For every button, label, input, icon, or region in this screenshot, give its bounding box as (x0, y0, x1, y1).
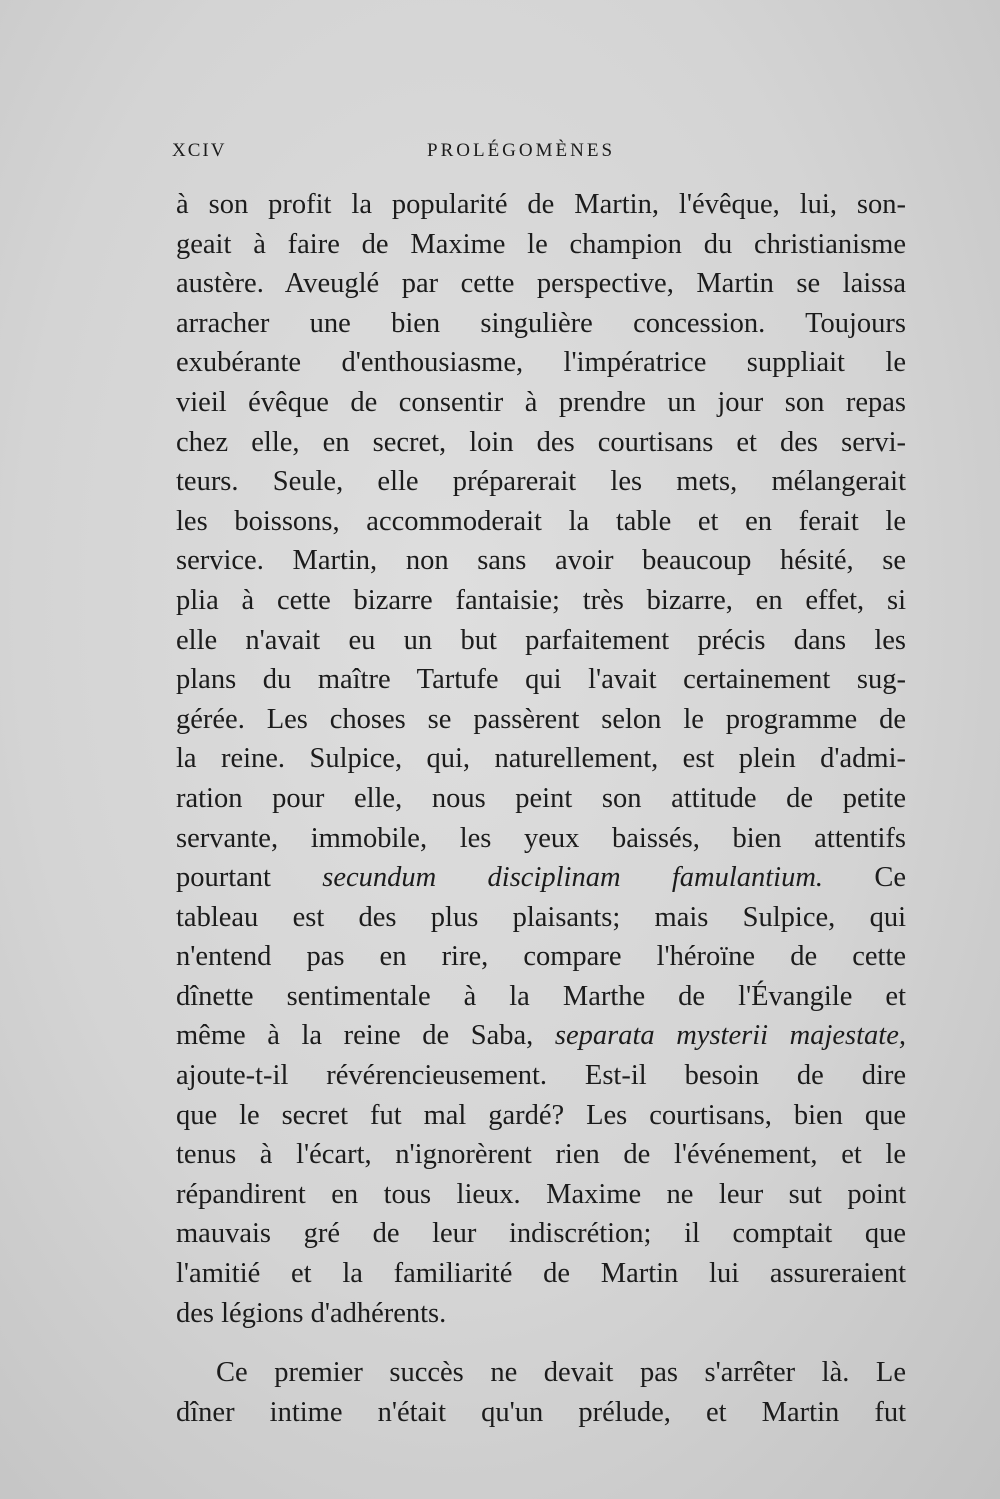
text-line: des légions d'adhérents. (176, 1297, 447, 1329)
text-fragment: Ce (874, 862, 907, 894)
text-line: à son profit la popularité de Martin, l'évêque, lui, son- (176, 189, 906, 220)
text-line: servante, immobile, les yeux baissés, bien attentifs (176, 822, 906, 854)
text-line: gérée. Les choses se passèrent selon le programme de (176, 703, 906, 735)
paragraph-gap (176, 1333, 906, 1353)
text-line-with-latin (176, 858, 906, 898)
text-line: tenus à l'écart, n'ignorèrent rien de l'événement, et le (176, 1139, 906, 1171)
text-line: vieil évêque de consentir à prendre un jour son repas (176, 386, 906, 418)
text-line: service. Martin, non sans avoir beaucoup hésité, se (176, 545, 906, 577)
text-line: geait à faire de Maxime le champion du christianisme (176, 228, 906, 260)
running-head (172, 140, 912, 170)
text-line: teurs. Seule, elle préparerait les mets, mélangerait (176, 466, 906, 498)
text-line: mauvais gré de leur indiscrétion; il comptait que (176, 1218, 906, 1250)
text-line: que le secret fut mal gardé? Les courtisans, bien que (176, 1099, 906, 1131)
text-line: n'entend pas en rire, compare l'héroïne de cette (176, 941, 906, 973)
running-title: PROLÉGOMÈNES (427, 140, 616, 161)
text-fragment: même à la reine de Saba, (176, 1020, 534, 1052)
text-line: dîner intime n'était qu'un prélude, et Martin fut (176, 1396, 906, 1428)
text-line: Ce premier succès ne devait pas s'arrêter là. Le (216, 1357, 906, 1389)
text-line: ration pour elle, nous peint son attitude de petite (176, 782, 906, 814)
text-line: elle n'avait eu un but parfaitement précis dans les (176, 624, 906, 656)
text-line-with-latin (176, 1016, 906, 1056)
text-line: les boissons, accommoderait la table et en ferait le (176, 505, 906, 537)
text-line: plans du maître Tartufe qui l'avait certainement sug- (176, 664, 906, 696)
text-line: dînette sentimentale à la Marthe de l'Évangile et (176, 980, 906, 1012)
text-line: l'amitié et la familiarité de Martin lui assureraient (176, 1258, 906, 1290)
latin-quote: secundum disciplinam famulantium. (322, 862, 824, 894)
text-fragment: pourtant (176, 862, 271, 894)
text-line: répandirent en tous lieux. Maxime ne leur sut point (176, 1178, 906, 1210)
text-line: tableau est des plus plaisants; mais Sulpice, qui (176, 901, 906, 933)
text-line: la reine. Sulpice, qui, naturellement, est plein d'admi- (176, 743, 906, 775)
text-line: plia à cette bizarre fantaisie; très bizarre, en effet, si (176, 584, 906, 616)
text-line: exubérante d'enthousiasme, l'impératrice suppliait le (176, 347, 906, 379)
text-line: arracher une bien singulière concession. Toujours (176, 307, 906, 339)
text-line: ajoute-t-il révérencieusement. Est-il besoin de dire (176, 1060, 906, 1092)
page-number: XCIV (172, 140, 227, 161)
latin-quote: separata mysterii majestate, (554, 1020, 907, 1052)
text-line: austère. Aveuglé par cette perspective, Martin se laissa (176, 268, 906, 300)
body-text (176, 185, 906, 1432)
text-line: chez elle, en secret, loin des courtisans et des servi- (176, 426, 906, 458)
